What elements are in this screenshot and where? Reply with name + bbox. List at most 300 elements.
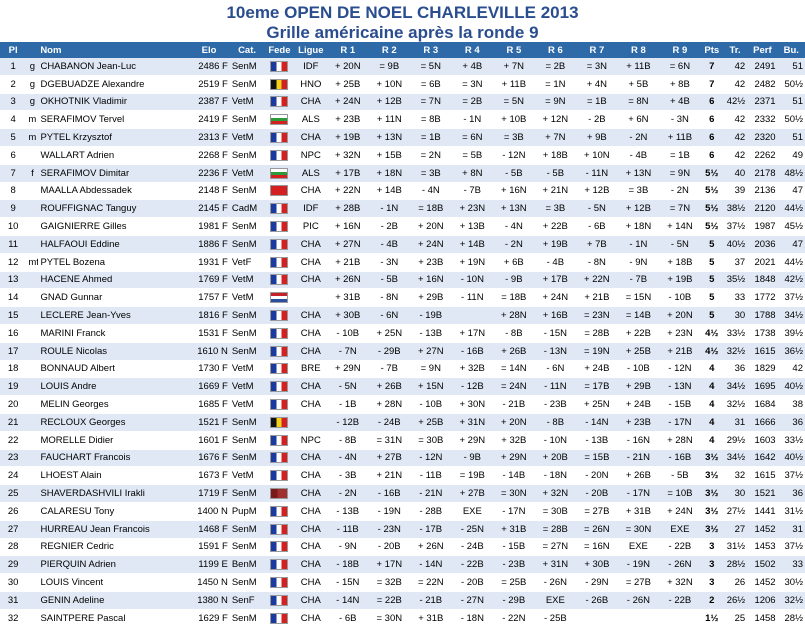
points-cell: 6 — [701, 146, 723, 164]
table-row — [0, 289, 805, 307]
round-result-cell: - 2N — [327, 485, 369, 503]
round-result-cell: + 24B — [576, 360, 618, 378]
page-title: 10eme OPEN DE NOEL CHARLEVILLE 2013 — [226, 3, 579, 22]
round-result-cell: + 26B — [369, 378, 411, 396]
round-result-cell: + 31B — [327, 289, 369, 307]
round-result-cell: + 5B — [618, 75, 660, 93]
league-cell: HNO — [295, 75, 327, 93]
league-cell: NPC — [295, 146, 327, 164]
table-row — [0, 218, 805, 236]
federation-cell — [264, 164, 294, 182]
league-cell: CHA — [295, 485, 327, 503]
federation-cell — [264, 591, 294, 609]
league-cell: CHA — [295, 538, 327, 556]
round-result-cell: - 13N — [535, 342, 577, 360]
table-row — [0, 200, 805, 218]
round-result-cell: - 6B — [327, 609, 369, 627]
round-result-cell: + 21N — [535, 182, 577, 200]
title-cell — [26, 378, 38, 396]
round-result-cell: + 20N — [327, 58, 369, 75]
round-result-cell: - 1B — [327, 396, 369, 414]
round-result-cell: - 19B — [410, 307, 452, 325]
round-result-cell: - 17N — [493, 502, 535, 520]
column-header: R 6 — [535, 42, 577, 58]
title-cell — [26, 591, 38, 609]
category-cell: VetF — [230, 253, 264, 271]
place-cell: 25 — [0, 485, 26, 503]
table-row — [0, 324, 805, 342]
round-result-cell: = 9N — [535, 93, 577, 111]
category-cell: VetM — [230, 360, 264, 378]
tiebreak-cell: 30 — [723, 485, 747, 503]
league-cell — [295, 289, 327, 307]
place-cell: 9 — [0, 200, 26, 218]
buchholz-cell: 34½ — [778, 307, 805, 325]
round-result-cell: - 5N — [659, 235, 701, 253]
round-result-cell: = 30B — [535, 502, 577, 520]
round-result-cell: + 25B — [618, 342, 660, 360]
round-result-cell: - 10B — [618, 360, 660, 378]
flag-icon — [270, 274, 288, 285]
place-cell: 8 — [0, 182, 26, 200]
round-result-cell: + 29B — [618, 378, 660, 396]
federation-cell — [264, 200, 294, 218]
round-result-cell: = 31N — [369, 431, 411, 449]
round-result-cell: - 2N — [618, 129, 660, 147]
flag-icon — [270, 96, 288, 107]
round-result-cell: - 14N — [576, 413, 618, 431]
round-result-cell: - 14B — [493, 467, 535, 485]
round-result-cell — [452, 307, 494, 325]
performance-cell: 2491 — [747, 58, 777, 75]
round-result-cell: = 2B — [452, 93, 494, 111]
category-cell: BenM — [230, 556, 264, 574]
tiebreak-cell: 42½ — [723, 93, 747, 111]
round-result-cell: - 15B — [659, 396, 701, 414]
round-result-cell: + 32B — [452, 360, 494, 378]
round-result-cell: + 14B — [452, 235, 494, 253]
league-cell: CHA — [295, 591, 327, 609]
round-result-cell: = 1B — [659, 146, 701, 164]
round-result-cell: + 25B — [410, 413, 452, 431]
table-row — [0, 609, 805, 627]
performance-cell: 2320 — [747, 129, 777, 147]
round-result-cell: + 19N — [452, 253, 494, 271]
round-result-cell: + 21N — [369, 467, 411, 485]
league-cell: CHA — [295, 182, 327, 200]
column-header: R 4 — [452, 42, 494, 58]
performance-cell: 2178 — [747, 164, 777, 182]
league-cell: CHA — [295, 520, 327, 538]
round-result-cell: - 20N — [576, 467, 618, 485]
round-result-cell: + 7N — [535, 129, 577, 147]
flag-icon — [270, 221, 288, 232]
league-cell: CHA — [295, 129, 327, 147]
round-result-cell: - 23N — [369, 520, 411, 538]
round-result-cell: - 24B — [452, 538, 494, 556]
performance-cell: 1452 — [747, 520, 777, 538]
buchholz-cell: 33 — [778, 556, 805, 574]
table-row — [0, 538, 805, 556]
round-result-cell: = 3N — [576, 58, 618, 75]
table-row — [0, 146, 805, 164]
federation-cell — [264, 324, 294, 342]
place-cell: 27 — [0, 520, 26, 538]
category-cell: VetM — [230, 378, 264, 396]
round-result-cell: - 22B — [452, 556, 494, 574]
round-result-cell: + 4B — [452, 58, 494, 75]
points-cell: 3½ — [701, 449, 723, 467]
round-result-cell: EXE — [535, 591, 577, 609]
round-result-cell: + 28N — [369, 396, 411, 414]
federation-cell — [264, 396, 294, 414]
performance-cell: 2136 — [747, 182, 777, 200]
round-result-cell: + 4N — [576, 75, 618, 93]
round-result-cell: + 28N — [493, 307, 535, 325]
buchholz-cell: 40½ — [778, 449, 805, 467]
buchholz-cell: 42 — [778, 360, 805, 378]
round-result-cell: = 17B — [576, 378, 618, 396]
tiebreak-cell: 42 — [723, 75, 747, 93]
flag-icon — [270, 150, 288, 161]
federation-cell — [264, 449, 294, 467]
points-cell: 4 — [701, 431, 723, 449]
title-cell — [26, 556, 38, 574]
elo-cell: 2236 F — [188, 164, 230, 182]
name-cell: SERAFIMOV Tervel — [38, 111, 188, 129]
buchholz-cell: 31½ — [778, 502, 805, 520]
category-cell: SenM — [230, 307, 264, 325]
performance-cell: 1829 — [747, 360, 777, 378]
buchholz-cell: 39½ — [778, 324, 805, 342]
round-result-cell: - 3N — [659, 111, 701, 129]
federation-cell — [264, 342, 294, 360]
name-cell: HACENE Ahmed — [38, 271, 188, 289]
column-header: Fede — [264, 42, 294, 58]
flag-icon — [270, 559, 288, 570]
round-result-cell: + 13N — [618, 164, 660, 182]
performance-cell: 1453 — [747, 538, 777, 556]
buchholz-cell: 42½ — [778, 271, 805, 289]
round-result-cell: + 6B — [493, 253, 535, 271]
federation-cell — [264, 467, 294, 485]
title-cell — [26, 396, 38, 414]
points-cell: 6 — [701, 111, 723, 129]
points-cell: 5 — [701, 235, 723, 253]
table-row — [0, 502, 805, 520]
category-cell: VetM — [230, 467, 264, 485]
table-row — [0, 378, 805, 396]
round-result-cell: + 27N — [410, 342, 452, 360]
table-row — [0, 271, 805, 289]
round-result-cell: - 1N — [618, 235, 660, 253]
performance-cell: 1788 — [747, 307, 777, 325]
place-cell: 10 — [0, 218, 26, 236]
elo-cell: 2486 F — [188, 58, 230, 75]
tiebreak-cell: 35½ — [723, 271, 747, 289]
table-row — [0, 253, 805, 271]
round-result-cell: + 9B — [576, 129, 618, 147]
place-cell: 20 — [0, 396, 26, 414]
column-header: R 9 — [659, 42, 701, 58]
title-cell — [26, 502, 38, 520]
round-result-cell: = 30N — [369, 609, 411, 627]
round-result-cell: - 16B — [369, 485, 411, 503]
name-cell: MAALLA Abdessadek — [38, 182, 188, 200]
round-result-cell: + 24N — [535, 289, 577, 307]
federation-cell — [264, 502, 294, 520]
round-result-cell: + 17B — [535, 271, 577, 289]
performance-cell: 1458 — [747, 609, 777, 627]
performance-cell: 1452 — [747, 574, 777, 592]
tiebreak-cell: 27 — [723, 520, 747, 538]
buchholz-cell: 51 — [778, 58, 805, 75]
round-result-cell: + 30B — [576, 556, 618, 574]
points-cell: 6 — [701, 129, 723, 147]
column-header: R 2 — [369, 42, 411, 58]
column-header: Cat. — [230, 42, 264, 58]
round-result-cell: + 6N — [618, 111, 660, 129]
performance-cell: 1615 — [747, 467, 777, 485]
performance-cell: 2332 — [747, 111, 777, 129]
elo-cell: 1730 F — [188, 360, 230, 378]
round-result-cell: + 26B — [493, 342, 535, 360]
category-cell: VetM — [230, 271, 264, 289]
round-result-cell: = 9B — [369, 58, 411, 75]
league-cell: CHA — [295, 502, 327, 520]
table-row — [0, 467, 805, 485]
title-cell — [26, 307, 38, 325]
league-cell: CHA — [295, 307, 327, 325]
elo-cell: 1769 F — [188, 271, 230, 289]
category-cell: SenM — [230, 324, 264, 342]
place-cell: 23 — [0, 449, 26, 467]
round-result-cell: - 11N — [452, 289, 494, 307]
round-result-cell: + 19B — [535, 235, 577, 253]
federation-cell — [264, 271, 294, 289]
round-result-cell: = 25B — [493, 574, 535, 592]
round-result-cell: = 3N — [452, 75, 494, 93]
category-cell: VetM — [230, 93, 264, 111]
round-result-cell: + 17N — [452, 324, 494, 342]
round-result-cell: - 12N — [493, 146, 535, 164]
round-result-cell: + 30N — [452, 396, 494, 414]
flag-icon — [270, 541, 288, 552]
buchholz-cell: 37½ — [778, 289, 805, 307]
buchholz-cell: 48½ — [778, 164, 805, 182]
performance-cell: 2120 — [747, 200, 777, 218]
round-result-cell: + 32N — [327, 146, 369, 164]
round-result-cell: - 8N — [576, 253, 618, 271]
performance-cell: 2262 — [747, 146, 777, 164]
round-result-cell: + 28N — [659, 431, 701, 449]
round-result-cell: - 15N — [327, 574, 369, 592]
title-cell — [26, 431, 38, 449]
buchholz-cell: 44½ — [778, 200, 805, 218]
performance-cell: 2482 — [747, 75, 777, 93]
round-result-cell: = 1B — [410, 129, 452, 147]
name-cell: SERAFIMOV Dimitar — [38, 164, 188, 182]
federation-cell — [264, 111, 294, 129]
round-result-cell: + 12B — [576, 182, 618, 200]
table-row — [0, 449, 805, 467]
place-cell: 11 — [0, 235, 26, 253]
title-cell — [26, 235, 38, 253]
round-result-cell: - 5B — [369, 271, 411, 289]
buchholz-cell: 47 — [778, 182, 805, 200]
tiebreak-cell: 31½ — [723, 538, 747, 556]
flag-icon — [270, 381, 288, 392]
performance-cell: 1642 — [747, 449, 777, 467]
round-result-cell: = 32B — [369, 574, 411, 592]
place-cell: 3 — [0, 93, 26, 111]
round-result-cell: + 29N — [452, 431, 494, 449]
round-result-cell: - 24B — [369, 413, 411, 431]
round-result-cell: = 22B — [369, 591, 411, 609]
federation-cell — [264, 289, 294, 307]
performance-cell: 1772 — [747, 289, 777, 307]
title-cell — [26, 271, 38, 289]
buchholz-cell: 33½ — [778, 431, 805, 449]
round-result-cell: - 4N — [493, 218, 535, 236]
round-result-cell: = 6N — [452, 129, 494, 147]
place-cell: 21 — [0, 413, 26, 431]
round-result-cell: - 17N — [659, 413, 701, 431]
title-cell — [26, 485, 38, 503]
place-cell: 13 — [0, 271, 26, 289]
title-cell — [26, 342, 38, 360]
round-result-cell: + 12B — [618, 200, 660, 218]
round-result-cell: - 27N — [452, 591, 494, 609]
place-cell: 17 — [0, 342, 26, 360]
round-result-cell: + 24N — [659, 502, 701, 520]
round-result-cell: - 1N — [452, 111, 494, 129]
title-cell: m — [26, 129, 38, 147]
elo-cell: 1531 F — [188, 324, 230, 342]
round-result-cell: - 9N — [327, 538, 369, 556]
round-result-cell: - 26N — [618, 591, 660, 609]
round-result-cell: - 23B — [493, 556, 535, 574]
title-cell — [26, 449, 38, 467]
table-row — [0, 75, 805, 93]
title-cell — [26, 574, 38, 592]
column-header: R 5 — [493, 42, 535, 58]
table-row — [0, 235, 805, 253]
league-cell: CHA — [295, 342, 327, 360]
round-result-cell: + 25N — [369, 324, 411, 342]
elo-cell: 2519 F — [188, 75, 230, 93]
round-result-cell: + 30B — [327, 307, 369, 325]
round-result-cell: = 15N — [618, 289, 660, 307]
place-cell: 14 — [0, 289, 26, 307]
category-cell: SenM — [230, 75, 264, 93]
federation-cell — [264, 538, 294, 556]
title-cell — [26, 413, 38, 431]
round-result-cell: + 31B — [618, 502, 660, 520]
round-result-cell: - 10N — [452, 271, 494, 289]
round-result-cell: + 24B — [618, 396, 660, 414]
round-result-cell: - 5N — [327, 378, 369, 396]
round-result-cell: + 11B — [493, 75, 535, 93]
flag-icon — [270, 524, 288, 535]
federation-cell — [264, 218, 294, 236]
league-cell: CHA — [295, 93, 327, 111]
round-result-cell: + 29N — [327, 360, 369, 378]
tiebreak-cell: 42 — [723, 129, 747, 147]
points-cell: 5 — [701, 307, 723, 325]
name-cell: ROUFFIGNAC Tanguy — [38, 200, 188, 218]
round-result-cell: - 12B — [452, 378, 494, 396]
tiebreak-cell: 25 — [723, 609, 747, 627]
league-cell: BRE — [295, 360, 327, 378]
round-result-cell: = 30N — [493, 485, 535, 503]
elo-cell: 2268 F — [188, 146, 230, 164]
league-cell: CHA — [295, 574, 327, 592]
league-cell: CHA — [295, 396, 327, 414]
performance-cell: 1666 — [747, 413, 777, 431]
round-result-cell: = 9N — [659, 164, 701, 182]
place-cell: 29 — [0, 556, 26, 574]
category-cell: PupM — [230, 502, 264, 520]
elo-cell: 1669 F — [188, 378, 230, 396]
round-result-cell: - 6N — [369, 307, 411, 325]
category-cell: SenM — [230, 182, 264, 200]
title-cell: g — [26, 58, 38, 75]
round-result-cell: + 31B — [410, 609, 452, 627]
title-cell — [26, 360, 38, 378]
round-result-cell: - 2B — [576, 111, 618, 129]
category-cell: SenM — [230, 431, 264, 449]
category-cell: SenM — [230, 538, 264, 556]
name-cell: CHABANON Jean-Luc — [38, 58, 188, 75]
round-result-cell: + 31B — [493, 520, 535, 538]
tiebreak-cell: 36 — [723, 360, 747, 378]
name-cell: LHOEST Alain — [38, 467, 188, 485]
round-result-cell: = 6B — [410, 75, 452, 93]
round-result-cell: - 13B — [576, 431, 618, 449]
round-result-cell: - 7B — [369, 360, 411, 378]
round-result-cell: + 4B — [659, 93, 701, 111]
round-result-cell: - 22B — [659, 591, 701, 609]
points-cell: 4½ — [701, 324, 723, 342]
round-result-cell: + 25B — [327, 75, 369, 93]
buchholz-cell: 37½ — [778, 538, 805, 556]
round-result-cell: - 23B — [535, 396, 577, 414]
round-result-cell: - 12N — [410, 449, 452, 467]
league-cell: CHA — [295, 378, 327, 396]
round-result-cell: - 20B — [576, 485, 618, 503]
title-cell — [26, 520, 38, 538]
round-result-cell: - 3B — [327, 467, 369, 485]
name-cell: RECLOUX Georges — [38, 413, 188, 431]
round-result-cell: + 23N — [659, 324, 701, 342]
round-result-cell: = 28B — [576, 324, 618, 342]
points-cell: 3½ — [701, 520, 723, 538]
round-result-cell: = 3B — [618, 182, 660, 200]
points-cell: 4 — [701, 396, 723, 414]
points-cell: 3½ — [701, 467, 723, 485]
name-cell: PYTEL Krzysztof — [38, 129, 188, 147]
league-cell: CHA — [295, 467, 327, 485]
title-cell — [26, 218, 38, 236]
round-result-cell: - 21B — [410, 591, 452, 609]
name-cell: SHAVERDASHVILI Irakli — [38, 485, 188, 503]
tiebreak-cell: 39 — [723, 182, 747, 200]
federation-cell — [264, 307, 294, 325]
flag-icon — [270, 506, 288, 517]
round-result-cell: + 14B — [369, 182, 411, 200]
round-result-cell: - 18B — [327, 556, 369, 574]
